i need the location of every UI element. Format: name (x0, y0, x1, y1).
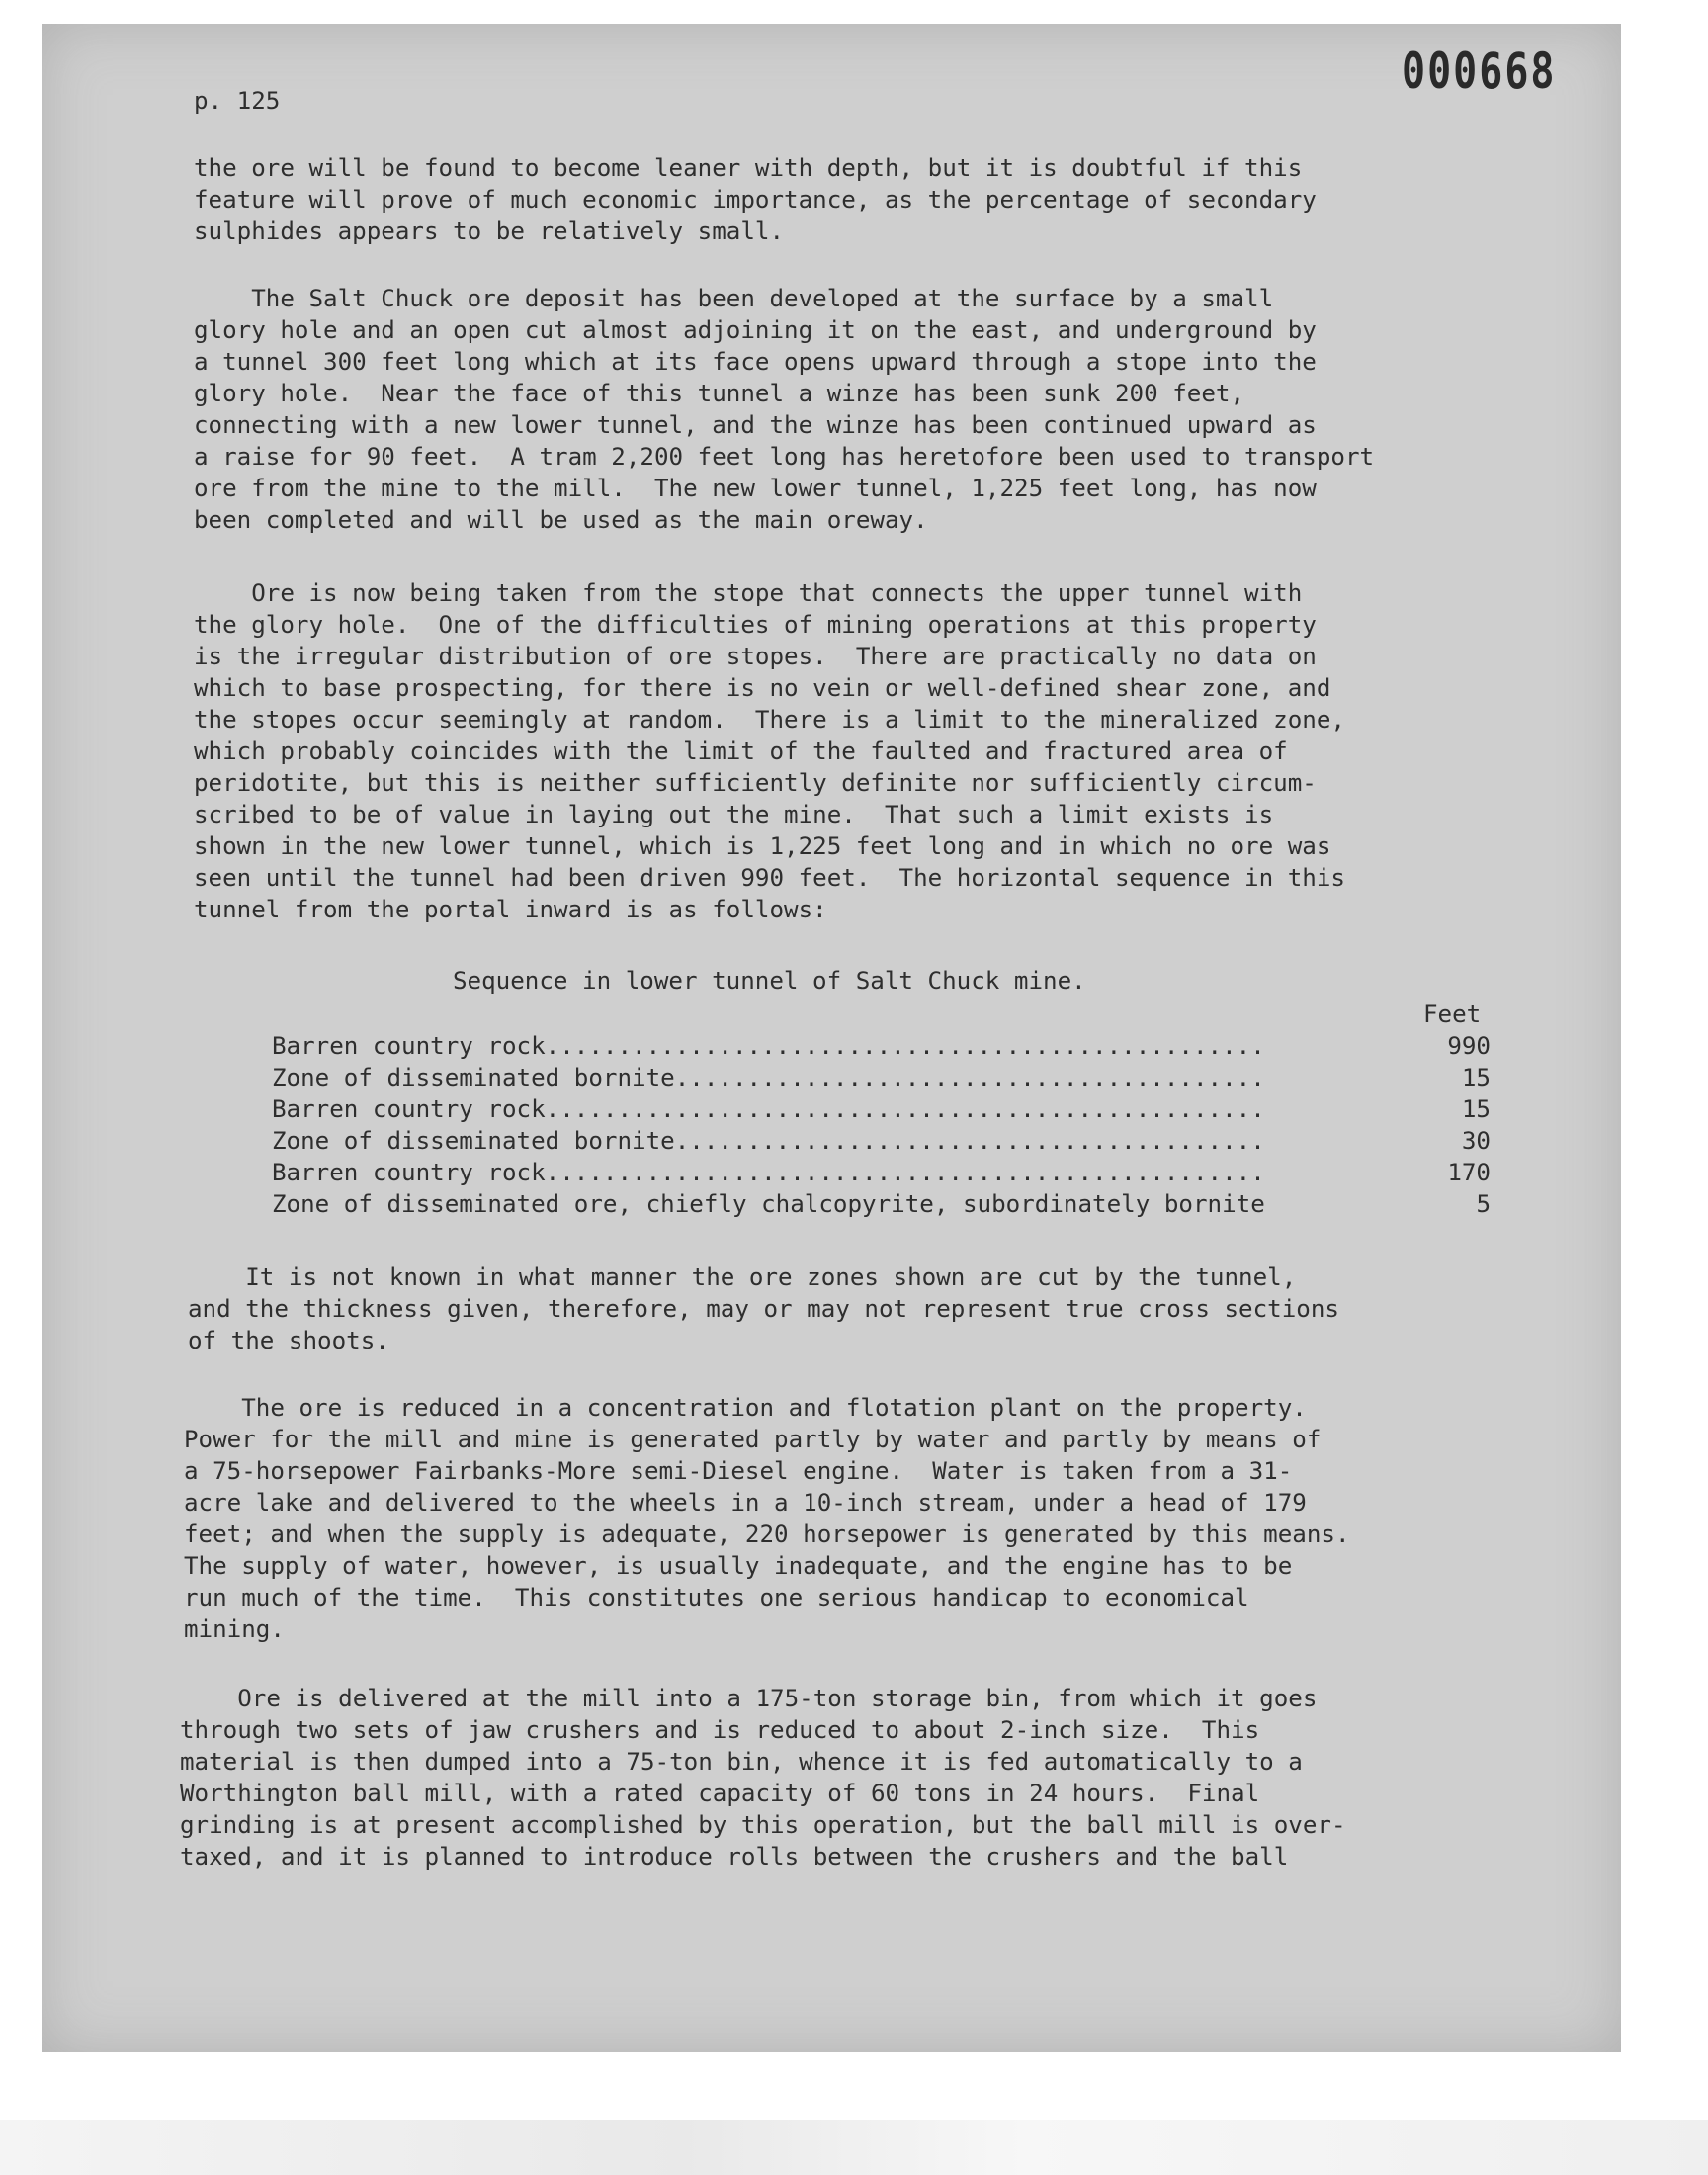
text-line: ore from the mine to the mill. The new lower tunnel, 1,225 feet long, has now (194, 475, 1317, 502)
text-line: Ore is now being taken from the stope that connects the upper tunnel with (194, 579, 1303, 607)
text-line: shown in the new lower tunnel, which is 1,225 feet long and in which no ore was (194, 832, 1331, 860)
page-number: p. 125 (194, 87, 281, 115)
text-line: seen until the tunnel had been driven 990 feet. The horizontal sequence in this (194, 864, 1345, 892)
paragraph-4 (188, 1262, 1339, 1388)
text-line: a raise for 90 feet. A tram 2,200 feet long has heretofore been used to transport (194, 443, 1375, 471)
text-line: and the thickness given, therefore, may or may not represent true cross sections (188, 1295, 1339, 1323)
table-row-label: Barren country rock.................................................. (272, 1032, 1265, 1060)
table-row-label: Barren country rock.................................................. (272, 1095, 1265, 1123)
text-line: scribed to be of value in laying out the mine. That such a limit exists is (194, 801, 1274, 828)
text-line: The Salt Chuck ore deposit has been developed at the surface by a small (194, 285, 1274, 312)
text-line: grinding is at present accomplished by this operation, but the ball mill is over- (180, 1811, 1346, 1839)
table-row-value: 15 (1461, 1095, 1491, 1123)
text-line: Ore is delivered at the mill into a 175-ton storage bin, from which it goes (180, 1685, 1318, 1712)
text-line: material is then dumped into a 75-ton bin, whence it is fed automatically to a (180, 1748, 1303, 1776)
text-line: the ore will be found to become leaner with depth, but it is doubtful if this (194, 154, 1303, 182)
text-line: glory hole and an open cut almost adjoining it on the east, and underground by (194, 316, 1317, 344)
text-line: sulphides appears to be relatively small. (194, 218, 785, 245)
table-row-label: Zone of disseminated bornite......................................... (272, 1127, 1265, 1155)
table-unit-header: Feet (1423, 1000, 1482, 1028)
table-row-label: Zone of disseminated bornite......................................... (272, 1064, 1265, 1091)
scan-bottom-margin (0, 2120, 1708, 2175)
document-stamp-number: 000668 (1402, 44, 1557, 101)
table-caption: Sequence in lower tunnel of Salt Chuck mine. (453, 967, 1086, 995)
text-line: It is not known in what manner the ore zones shown are cut by the tunnel, (188, 1263, 1297, 1291)
text-line: a tunnel 300 feet long which at its face opens upward through a stope into the (194, 348, 1317, 376)
text-line: acre lake and delivered to the wheels in a 10-inch stream, under a head of 179 (184, 1489, 1307, 1517)
text-line: taxed, and it is planned to introduce rolls between the crushers and the ball (180, 1843, 1289, 1870)
text-line: the glory hole. One of the difficulties of mining operations at this property (194, 611, 1317, 639)
paragraph-6 (180, 1683, 1346, 1904)
text-line: feet; and when the supply is adequate, 220 horsepower is generated by this means. (184, 1521, 1350, 1548)
table-row-value: 30 (1461, 1127, 1491, 1155)
text-line: is the irregular distribution of ore stopes. There are practically no data on (194, 643, 1317, 670)
text-line: been completed and will be used as the main oreway. (194, 506, 928, 534)
text-line: which probably coincides with the limit of the faulted and fractured area of (194, 738, 1288, 765)
table-row-value: 5 (1476, 1190, 1491, 1218)
table-row-value: 990 (1447, 1032, 1491, 1060)
text-line: a 75-horsepower Fairbanks-More semi-Diesel engine. Water is taken from a 31- (184, 1457, 1293, 1485)
text-line: The ore is reduced in a concentration and flotation plant on the property. (184, 1394, 1307, 1422)
paragraph-3 (194, 577, 1345, 957)
text-line: the stopes occur seemingly at random. There is a limit to the mineralized zone, (194, 706, 1345, 734)
table-row-label: Zone of disseminated ore, chiefly chalcopyrite, subordinately bornite (272, 1190, 1265, 1218)
text-line: The supply of water, however, is usually inadequate, and the engine has to be (184, 1552, 1293, 1580)
paragraph-2 (194, 283, 1375, 567)
text-line: of the shoots. (188, 1327, 389, 1354)
text-line: feature will prove of much economic importance, as the percentage of secondary (194, 186, 1317, 214)
table-row-label: Barren country rock.................................................. (272, 1159, 1265, 1186)
paragraph-5 (184, 1392, 1350, 1677)
text-line: Power for the mill and mine is generated partly by water and partly by means of (184, 1426, 1322, 1453)
paragraph-1 (194, 152, 1317, 279)
table-row-value: 170 (1447, 1159, 1491, 1186)
text-line: peridotite, but this is neither sufficiently definite nor sufficiently circum- (194, 769, 1317, 797)
table-row-value: 15 (1461, 1064, 1491, 1091)
text-line: mining. (184, 1615, 285, 1643)
text-line: glory hole. Near the face of this tunnel a winze has been sunk 200 feet, (194, 380, 1245, 407)
text-line: tunnel from the portal inward is as follows: (194, 896, 827, 923)
text-line: which to base prospecting, for there is no vein or well-defined shear zone, and (194, 674, 1331, 702)
text-line: Worthington ball mill, with a rated capacity of 60 tons in 24 hours. Final (180, 1780, 1260, 1807)
text-line: through two sets of jaw crushers and is reduced to about 2-inch size. This (180, 1716, 1260, 1744)
text-line: connecting with a new lower tunnel, and the winze has been continued upward as (194, 411, 1317, 439)
text-line: run much of the time. This constitutes one serious handicap to economical (184, 1584, 1249, 1611)
